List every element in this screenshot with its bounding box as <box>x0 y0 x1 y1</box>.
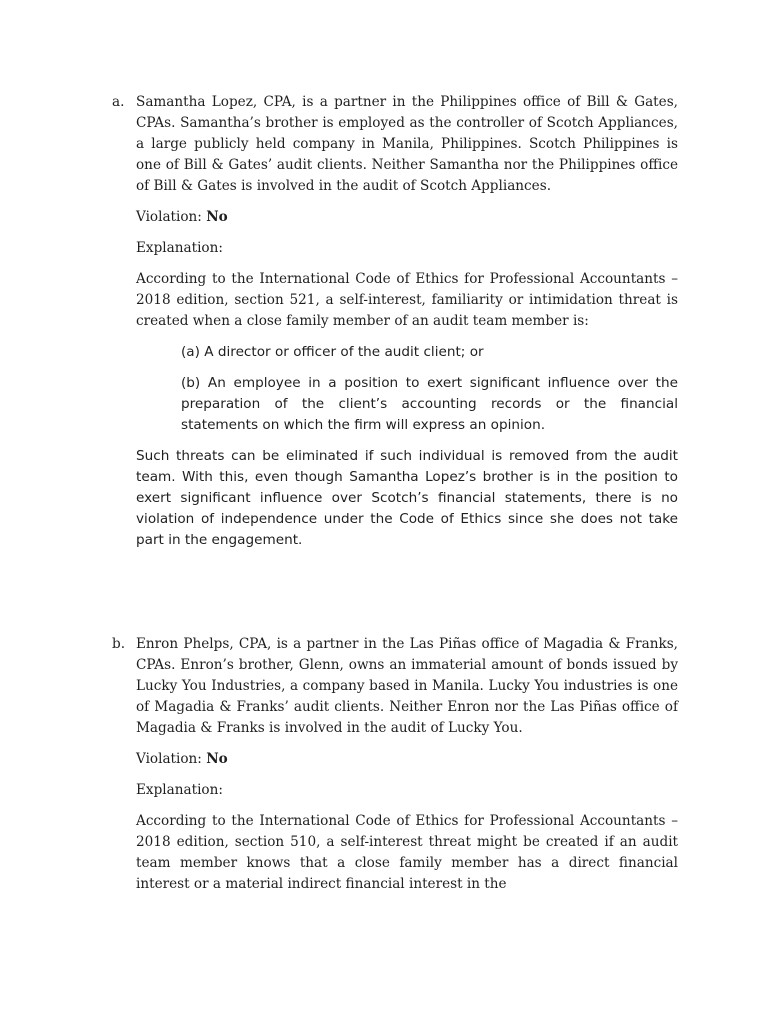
item-body <box>136 92 678 551</box>
scenario-text: Enron Phelps, CPA, is a partner in the Las Piñas office of Magadia & Franks, CPAs. Enron’s brother, Glenn, owns an immaterial amount of bonds issued by Lucky You Industries, a company based in Manila. Lucky You industries is one of Magadia & Franks’ audit clients. Neither Enron nor the Las Piñas office of Magadia & Franks is involved in the audit of Lucky You. <box>136 636 678 736</box>
violation-line <box>136 207 678 228</box>
explanation-label: Explanation: <box>136 782 223 798</box>
violation-value: No <box>206 751 228 767</box>
scenario-text: Samantha Lopez, CPA, is a partner in the Philippines office of Bill & Gates, CPAs. Samantha’s brother is employed as the controller of Scotch Appliances, a large publicly held company in Manila, Philippines. Scotch Philippines is one of Bill & Gates’ audit clients. Neither Samantha nor the Philippines office of Bill & Gates is involved in the audit of Scotch Appliances. <box>136 94 678 194</box>
sub-point-a: (a) A director or officer of the audit client; or <box>181 344 484 360</box>
violation-label: Violation: <box>136 209 202 225</box>
item-marker: b. <box>112 636 126 652</box>
violation-label: Violation: <box>136 751 202 767</box>
violation-value: No <box>206 209 228 225</box>
item-body <box>136 634 678 895</box>
explanation-text: According to the International Code of Ethics for Professional Accountants – 2018 edition, section 510, a self-interest threat might be created if an audit team member knows that a close family member has a direct financial interest or a material indirect financial interest in the <box>136 813 678 892</box>
explanation-text: According to the International Code of Ethics for Professional Accountants – 2018 edition, section 521, a self-interest, familiarity or intimidation threat is created when a close family member of an audit team member is: <box>136 271 678 329</box>
question-item-a <box>112 92 678 561</box>
item-marker: a. <box>112 94 125 110</box>
explanation-label: Explanation: <box>136 240 223 256</box>
sub-point-b: (b) An employee in a position to exert significant influence over the preparation of the client’s accounting records or the financial statements on which the firm will express an opinion. <box>181 375 678 433</box>
conclusion-text: Such threats can be eliminated if such individual is removed from the audit team. With this, even though Samantha Lopez’s brother is in the position to exert significant influence over Scotch’s financial statements, there is no violation of independence under the Code of Ethics since she does not take part in the engagement. <box>136 448 678 548</box>
violation-line <box>136 749 678 770</box>
question-item-b <box>112 634 678 905</box>
